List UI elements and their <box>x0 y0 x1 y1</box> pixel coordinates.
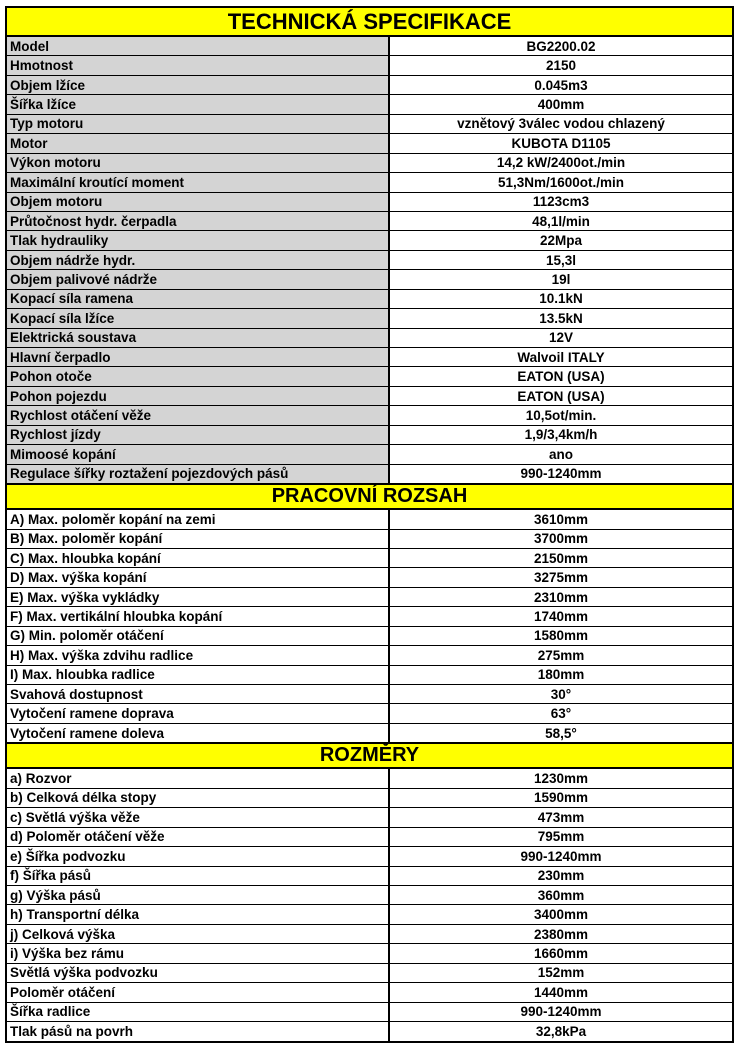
table-row <box>7 867 732 886</box>
section-title: ROZMĚRY <box>7 743 732 769</box>
row-value: 1580mm <box>533 628 589 644</box>
table-row <box>7 367 732 386</box>
row-value: 2150 <box>545 58 577 74</box>
row-label: Hmotnost <box>7 56 390 74</box>
row-value: EATON (USA) <box>517 369 605 385</box>
row-value: 1,9/3,4km/h <box>524 427 598 443</box>
row-value: 360mm <box>537 887 585 903</box>
table-row <box>7 964 732 983</box>
table-row <box>7 769 732 788</box>
row-label: Vytočení ramene doleva <box>7 724 390 742</box>
table-row <box>7 134 732 153</box>
spec-sheet <box>5 6 734 1043</box>
row-label: Poloměr otáčení <box>7 983 390 1001</box>
table-row <box>7 348 732 367</box>
table-row <box>7 193 732 212</box>
row-value: 2380mm <box>533 926 589 942</box>
row-value: 32,8kPa <box>535 1024 587 1040</box>
row-label: j) Celková výška <box>7 925 390 943</box>
table-row <box>7 925 732 944</box>
row-value: 1660mm <box>533 945 589 961</box>
row-value: 2310mm <box>533 589 589 605</box>
row-label: a) Rozvor <box>7 769 390 787</box>
table-row <box>7 549 732 568</box>
row-value: 58,5° <box>545 725 577 741</box>
row-label: F) Max. vertikální hloubka kopání <box>7 607 390 625</box>
row-label: G) Min. poloměr otáčení <box>7 627 390 645</box>
row-value: 275mm <box>537 647 585 663</box>
row-value: 1740mm <box>533 608 589 624</box>
row-label: Kopací síla lžíce <box>7 309 390 327</box>
table-row <box>7 568 732 587</box>
table-row <box>7 704 732 723</box>
row-value: 1230mm <box>533 771 589 787</box>
table-row <box>7 1022 732 1041</box>
table-row <box>7 445 732 464</box>
row-value: 2150mm <box>533 550 589 566</box>
row-value: 3275mm <box>533 570 589 586</box>
table-row <box>7 329 732 348</box>
row-label: Hlavní čerpadlo <box>7 348 390 366</box>
row-value: 795mm <box>537 829 585 845</box>
table-row <box>7 95 732 114</box>
row-label: Šířka radlice <box>7 1003 390 1021</box>
table-row <box>7 646 732 665</box>
row-label: f) Šířka pásů <box>7 867 390 885</box>
row-label: Šířka lžíce <box>7 95 390 113</box>
row-label: Kopací síla ramena <box>7 290 390 308</box>
row-label: Průtočnost hydr. čerpadla <box>7 212 390 230</box>
row-value: 0.045m3 <box>534 77 588 93</box>
row-value: 22Mpa <box>539 233 583 249</box>
row-label: c) Světlá výška věže <box>7 808 390 826</box>
table-row <box>7 115 732 134</box>
row-value: EATON (USA) <box>517 388 605 404</box>
row-label: h) Transportní délka <box>7 905 390 923</box>
row-label: Regulace šířky roztažení pojezdových pásů <box>7 465 390 483</box>
table-row <box>7 465 732 484</box>
row-value: BG2200.02 <box>526 38 596 54</box>
row-value: 30° <box>550 686 572 702</box>
row-label: g) Výška pásů <box>7 886 390 904</box>
table-row <box>7 76 732 95</box>
row-value: 14,2 kW/2400ot./min <box>496 155 626 171</box>
table-row <box>7 426 732 445</box>
table-row <box>7 290 732 309</box>
table-row <box>7 789 732 808</box>
table-row <box>7 828 732 847</box>
row-label: Objem nádrže hydr. <box>7 251 390 269</box>
table-row <box>7 666 732 685</box>
row-value: 3700mm <box>533 531 589 547</box>
table-row <box>7 173 732 192</box>
row-value: 48,1l/min <box>532 213 590 229</box>
row-value: 13.5kN <box>539 310 583 326</box>
row-label: I) Max. hloubka radlice <box>7 666 390 684</box>
row-label: Rychlost otáčení věže <box>7 406 390 424</box>
row-label: Výkon motoru <box>7 154 390 172</box>
row-label: Model <box>7 37 390 55</box>
table-row <box>7 1003 732 1022</box>
table-row <box>7 944 732 963</box>
table-row <box>7 886 732 905</box>
row-label: Vytočení ramene doprava <box>7 704 390 722</box>
table-row <box>7 724 732 743</box>
table-row <box>7 231 732 250</box>
table-row <box>7 251 732 270</box>
section-title: TECHNICKÁ SPECIFIKACE <box>7 8 732 37</box>
row-label: Objem lžíce <box>7 76 390 94</box>
row-value: 3400mm <box>533 907 589 923</box>
table-row <box>7 808 732 827</box>
row-value: Walvoil ITALY <box>517 349 605 365</box>
table-row <box>7 154 732 173</box>
row-label: B) Max. poloměr kopání <box>7 530 390 548</box>
row-value: 473mm <box>537 809 585 825</box>
row-value: 51,3Nm/1600ot./min <box>497 174 625 190</box>
row-label: Tlak hydrauliky <box>7 231 390 249</box>
row-value: 990-1240mm <box>520 848 602 864</box>
row-label: Elektrická soustava <box>7 329 390 347</box>
row-value: 3610mm <box>533 511 589 527</box>
row-label: Tlak pásů na povrh <box>7 1022 390 1041</box>
row-value: 1440mm <box>533 984 589 1000</box>
row-label: E) Max. výška vykládky <box>7 588 390 606</box>
table-row <box>7 905 732 924</box>
row-value: 990-1240mm <box>520 1004 602 1020</box>
table-row <box>7 847 732 866</box>
row-value: 230mm <box>537 868 585 884</box>
row-label: b) Celková délka stopy <box>7 789 390 807</box>
row-value: 12V <box>548 330 574 346</box>
row-label: Objem motoru <box>7 193 390 211</box>
row-label: A) Max. poloměr kopání na zemi <box>7 510 390 528</box>
row-label: H) Max. výška zdvihu radlice <box>7 646 390 664</box>
row-label: Světlá výška podvozku <box>7 964 390 982</box>
row-value: ano <box>548 446 573 462</box>
row-value: 63° <box>550 706 572 722</box>
row-label: C) Max. hloubka kopání <box>7 549 390 567</box>
section-title: PRACOVNÍ ROZSAH <box>7 484 732 510</box>
row-label: Objem palivové nádrže <box>7 270 390 288</box>
row-label: Pohon otoče <box>7 367 390 385</box>
table-row <box>7 983 732 1002</box>
table-row <box>7 387 732 406</box>
row-label: Pohon pojezdu <box>7 387 390 405</box>
row-value: 1123cm3 <box>532 194 590 210</box>
row-label: Rychlost jízdy <box>7 426 390 444</box>
row-label: i) Výška bez rámu <box>7 944 390 962</box>
table-row <box>7 270 732 289</box>
row-label: e) Šířka podvozku <box>7 847 390 865</box>
table-row <box>7 530 732 549</box>
row-value: 10.1kN <box>539 291 583 307</box>
row-label: Typ motoru <box>7 115 390 133</box>
row-label: Motor <box>7 134 390 152</box>
row-value: 10,5ot/min. <box>525 408 597 424</box>
table-row <box>7 510 732 529</box>
row-value: 1590mm <box>533 790 589 806</box>
row-label: Svahová dostupnost <box>7 685 390 703</box>
table-row <box>7 56 732 75</box>
row-value: KUBOTA D1105 <box>511 135 611 151</box>
table-row <box>7 627 732 646</box>
table-row <box>7 685 732 704</box>
table-row <box>7 309 732 328</box>
row-value: 400mm <box>537 97 585 113</box>
row-value: 15,3l <box>545 252 577 268</box>
table-row <box>7 588 732 607</box>
row-value: 990-1240mm <box>520 466 602 482</box>
table-row <box>7 212 732 231</box>
row-value: vznětový 3válec vodou chlazený <box>457 116 665 132</box>
table-row <box>7 607 732 626</box>
row-label: Maximální kroutící moment <box>7 173 390 191</box>
row-value: 180mm <box>537 667 585 683</box>
row-value: 19l <box>551 271 571 287</box>
row-label: d) Poloměr otáčení věže <box>7 828 390 846</box>
row-label: Mimoosé kopání <box>7 445 390 463</box>
table-row <box>7 37 732 56</box>
row-value: 152mm <box>537 965 585 981</box>
table-row <box>7 406 732 425</box>
row-label: D) Max. výška kopání <box>7 568 390 586</box>
